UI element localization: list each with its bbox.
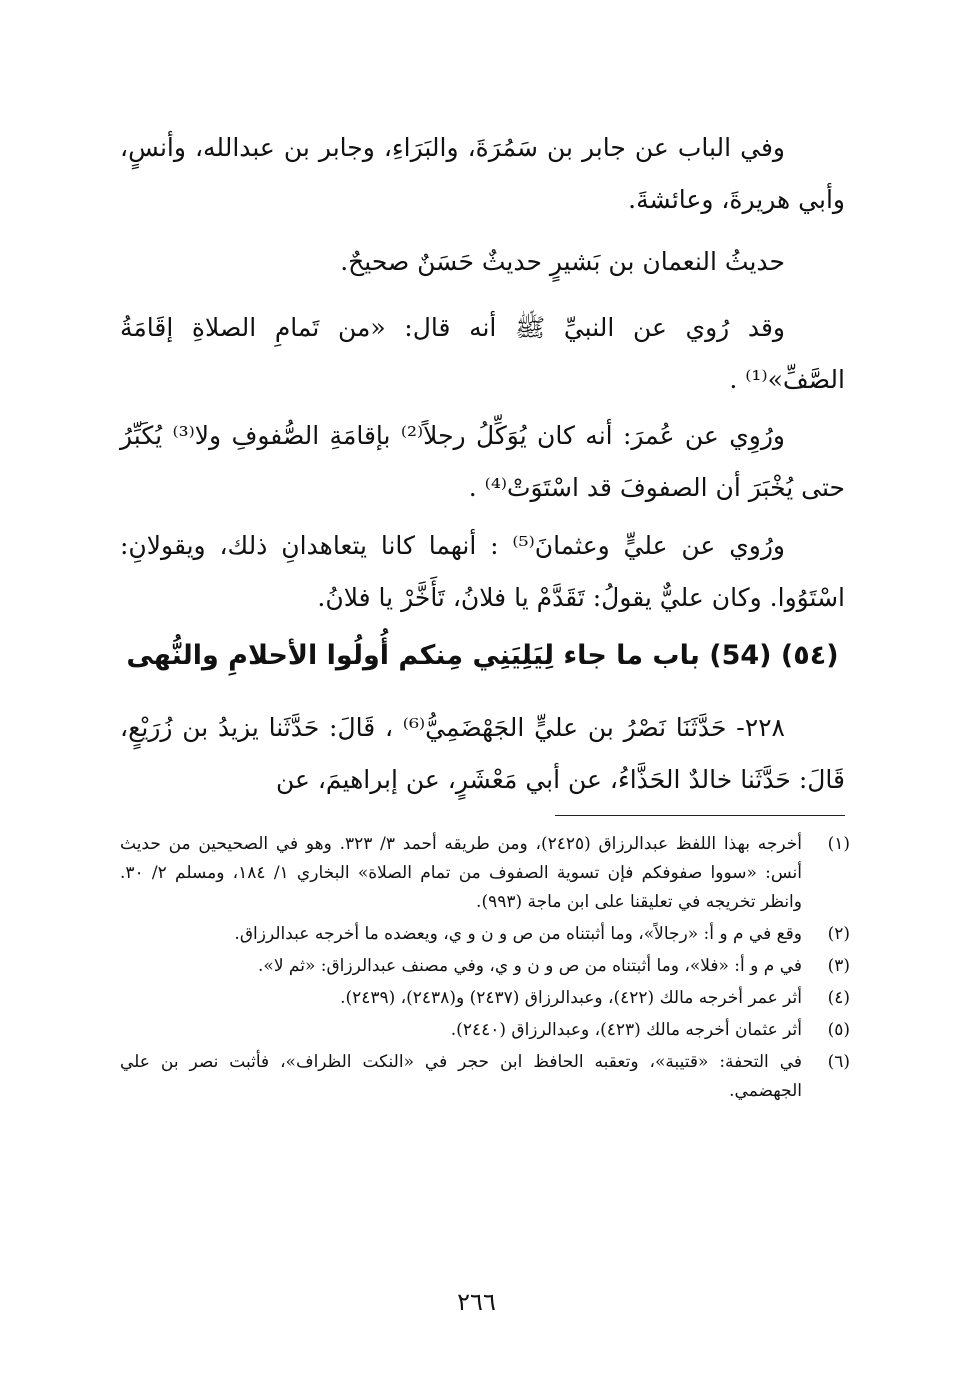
- footnote-number: (٥): [827, 1020, 850, 1040]
- footnote-separator: [555, 815, 845, 816]
- paragraph-text: ورُوِي عن عُمرَ: أنه كان يُوَكِّلُ رجلاً⁽²⁾ بإقامَةِ الصُّفوفِ ولا⁽³⁾ يُكَبِّرُ حتى يُخْبَرَ أن الصفوفَ قد اسْتَوَتْ⁽⁴⁾ .: [120, 421, 845, 502]
- footnote-text: في التحفة: «قتيبة»، وتعقبه الحافظ ابن حجر في «النكت الظراف»، فأثبت نصر بن علي الجهضمي.: [120, 1052, 802, 1101]
- footnote-text: أثر عثمان أخرجه مالك (٤٢٣)، وعبدالرزاق (٢٤٤٠).: [450, 1020, 802, 1040]
- footnote-number: (٤): [827, 988, 850, 1008]
- paragraph-text: ٢٢٨- حَدَّثَنَا نَصْرُ بن عليٍّ الجَهْضَمِيُّ⁽⁶⁾ ، قَالَ: حَدَّثَنا يزيدُ بن زُرَيْعٍ، قَالَ: حَدَّثَنا خالدٌ الحَذَّاءُ، عن أبي مَعْشَرٍ، عن إبراهيمَ، عن: [120, 713, 845, 794]
- chapter-heading: (٥٤) (54) باب ما جاء لِيَلِيَنِي مِنكم أُولُوا الأحلامِ والنُّهى: [126, 640, 839, 671]
- footnote-number: (١): [827, 834, 850, 854]
- page-number: ٢٦٦: [457, 1288, 496, 1316]
- paragraph-ali-uthman-narration: [120, 520, 845, 624]
- paragraph-text: وقد رُوي عن النبيِّ ﷺ أنه قال: «من تَمامِ الصلاةِ إقَامَةُ الصَّفِّ»⁽¹⁾ .: [120, 313, 845, 394]
- paragraph-related-narrations: [120, 122, 845, 226]
- footnote-text: أثر عمر أخرجه مالك (٤٢٢)، وعبدالرزاق (٢٤٣٧) و(٢٤٣٨)، (٢٤٣٩).: [340, 988, 802, 1008]
- paragraph-text: حديثُ النعمان بن بَشيرٍ حديثٌ حَسَنٌ صحيحٌ.: [340, 247, 785, 276]
- footnote-number: (٢): [827, 924, 850, 944]
- paragraph-umar-narration: [120, 410, 845, 514]
- paragraph-text: وفي الباب عن جابر بن سَمُرَةَ، والبَرَاءِ، وجابر بن عبدالله، وأنسٍ، وأبي هريرةَ، وعائشةَ.: [120, 133, 845, 214]
- paragraph-hadith-228: [120, 702, 845, 806]
- footnote-2: [120, 920, 850, 949]
- footnotes: [120, 830, 850, 1109]
- paragraph-prophet-saying: [120, 302, 845, 406]
- footnote-1: [120, 830, 850, 917]
- footnote-4: [120, 984, 850, 1013]
- footnote-3: [120, 952, 850, 981]
- footnote-text: أخرجه بهذا اللفظ عبدالرزاق (٢٤٢٥)، ومن طريقه أحمد ٣/ ٣٢٣. وهو في الصحيحين من حديث أنس: «سووا صفوفكم فإن تسوية الصفوف من تمام الصلاة» البخاري ١/ ١٨٤، ومسلم ٢/ ٣٠. وانظر تخريجه في تعليقنا على ابن ماجة (٩٩٣).: [120, 834, 802, 912]
- footnote-5: [120, 1016, 850, 1045]
- footnote-6: [120, 1048, 850, 1106]
- footnote-number: (٦): [827, 1052, 850, 1072]
- footnote-text: وقع في م و أ: «رجالاً»، وما أثبتناه من ص و ن و ي، ويعضده ما أخرجه عبدالرزاق.: [234, 924, 802, 944]
- footnote-text: في م و أ: «فلا»، وما أثبتناه من ص و ن و ي، وفي مصنف عبدالرزاق: «ثم لا».: [258, 956, 802, 976]
- paragraph-text: ورُوي عن عليٍّ وعثمانَ⁽⁵⁾ : أنهما كانا يتعاهدانِ ذلك، ويقولانِ: اسْتَوُوا. وكان عليٌّ يقولُ: تَقَدَّمْ يا فلانُ، تَأَخَّرْ يا فلانُ.: [120, 531, 845, 612]
- paragraph-hadith-grading: [120, 236, 845, 288]
- footnote-number: (٣): [827, 956, 850, 976]
